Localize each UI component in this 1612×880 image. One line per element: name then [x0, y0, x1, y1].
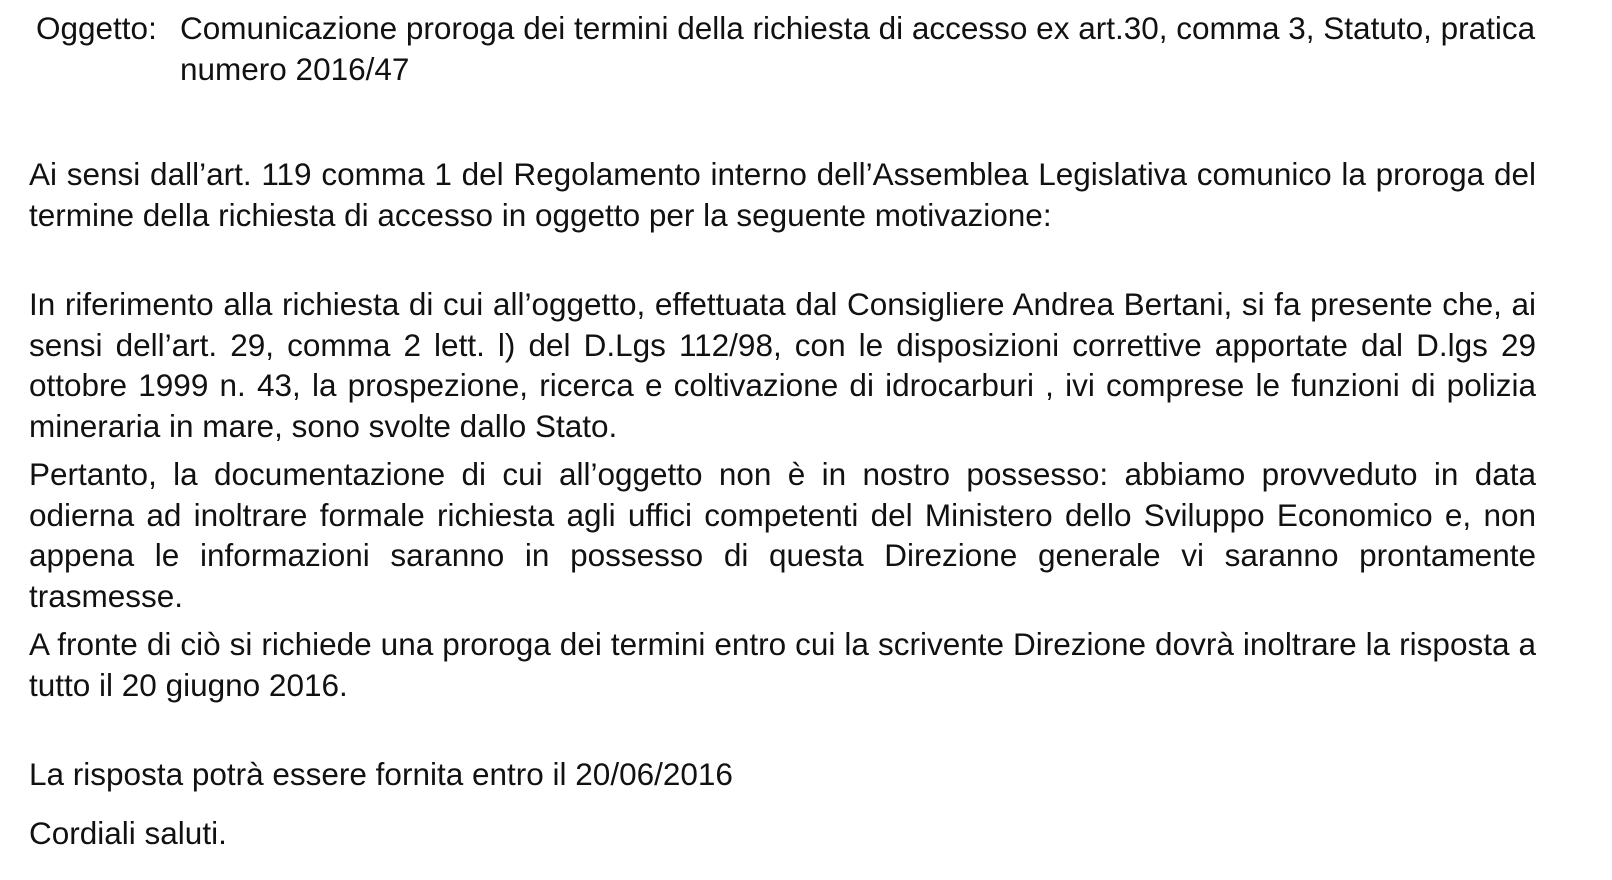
intro-paragraph: Ai sensi dall’art. 119 comma 1 del Regolamento interno dell’Assemblea Legislativa comunico la proroga del termine della richiesta di accesso in oggetto per la seguente motivazione: [29, 156, 1536, 233]
request-paragraph: A fronte di ciò si richiede una proroga dei termini entro cui la scrivente Direzione dovrà inoltrare la risposta a tutto il 20 giugno 2016. [29, 626, 1536, 703]
subject-label: Oggetto: [36, 10, 157, 46]
closing-paragraph: Cordiali saluti. [29, 815, 227, 851]
deadline-paragraph: La risposta potrà essere fornita entro il 20/06/2016 [29, 756, 733, 792]
therefore-paragraph: Pertanto, la documentazione di cui all’oggetto non è in nostro possesso: abbiamo provveduto in data odierna ad inoltrare formale richiesta agli uffici competenti del Ministero dello Sviluppo Economico e, non appena le informazioni saranno in possesso di questa Direzione generale vi saranno prontamente trasmesse. [29, 456, 1536, 614]
reference-paragraph: In riferimento alla richiesta di cui all’oggetto, effettuata dal Consigliere Andrea Bertani, si fa presente che, ai sensi dell’art. 29, comma 2 lett. l) del D.Lgs 112/98, con le disposizioni correttive apportate dal D.lgs 29 ottobre 1999 n. 43, la prospezione, ricerca e coltivazione di idrocarburi , ivi comprese le funzioni di polizia mineraria in mare, sono svolte dallo Stato. [29, 286, 1536, 444]
subject-line [36, 8, 1556, 89]
subject-text: Comunicazione proroga dei termini della richiesta di accesso ex art.30, comma 3, Statuto, pratica numero 2016/47 [180, 10, 1536, 87]
